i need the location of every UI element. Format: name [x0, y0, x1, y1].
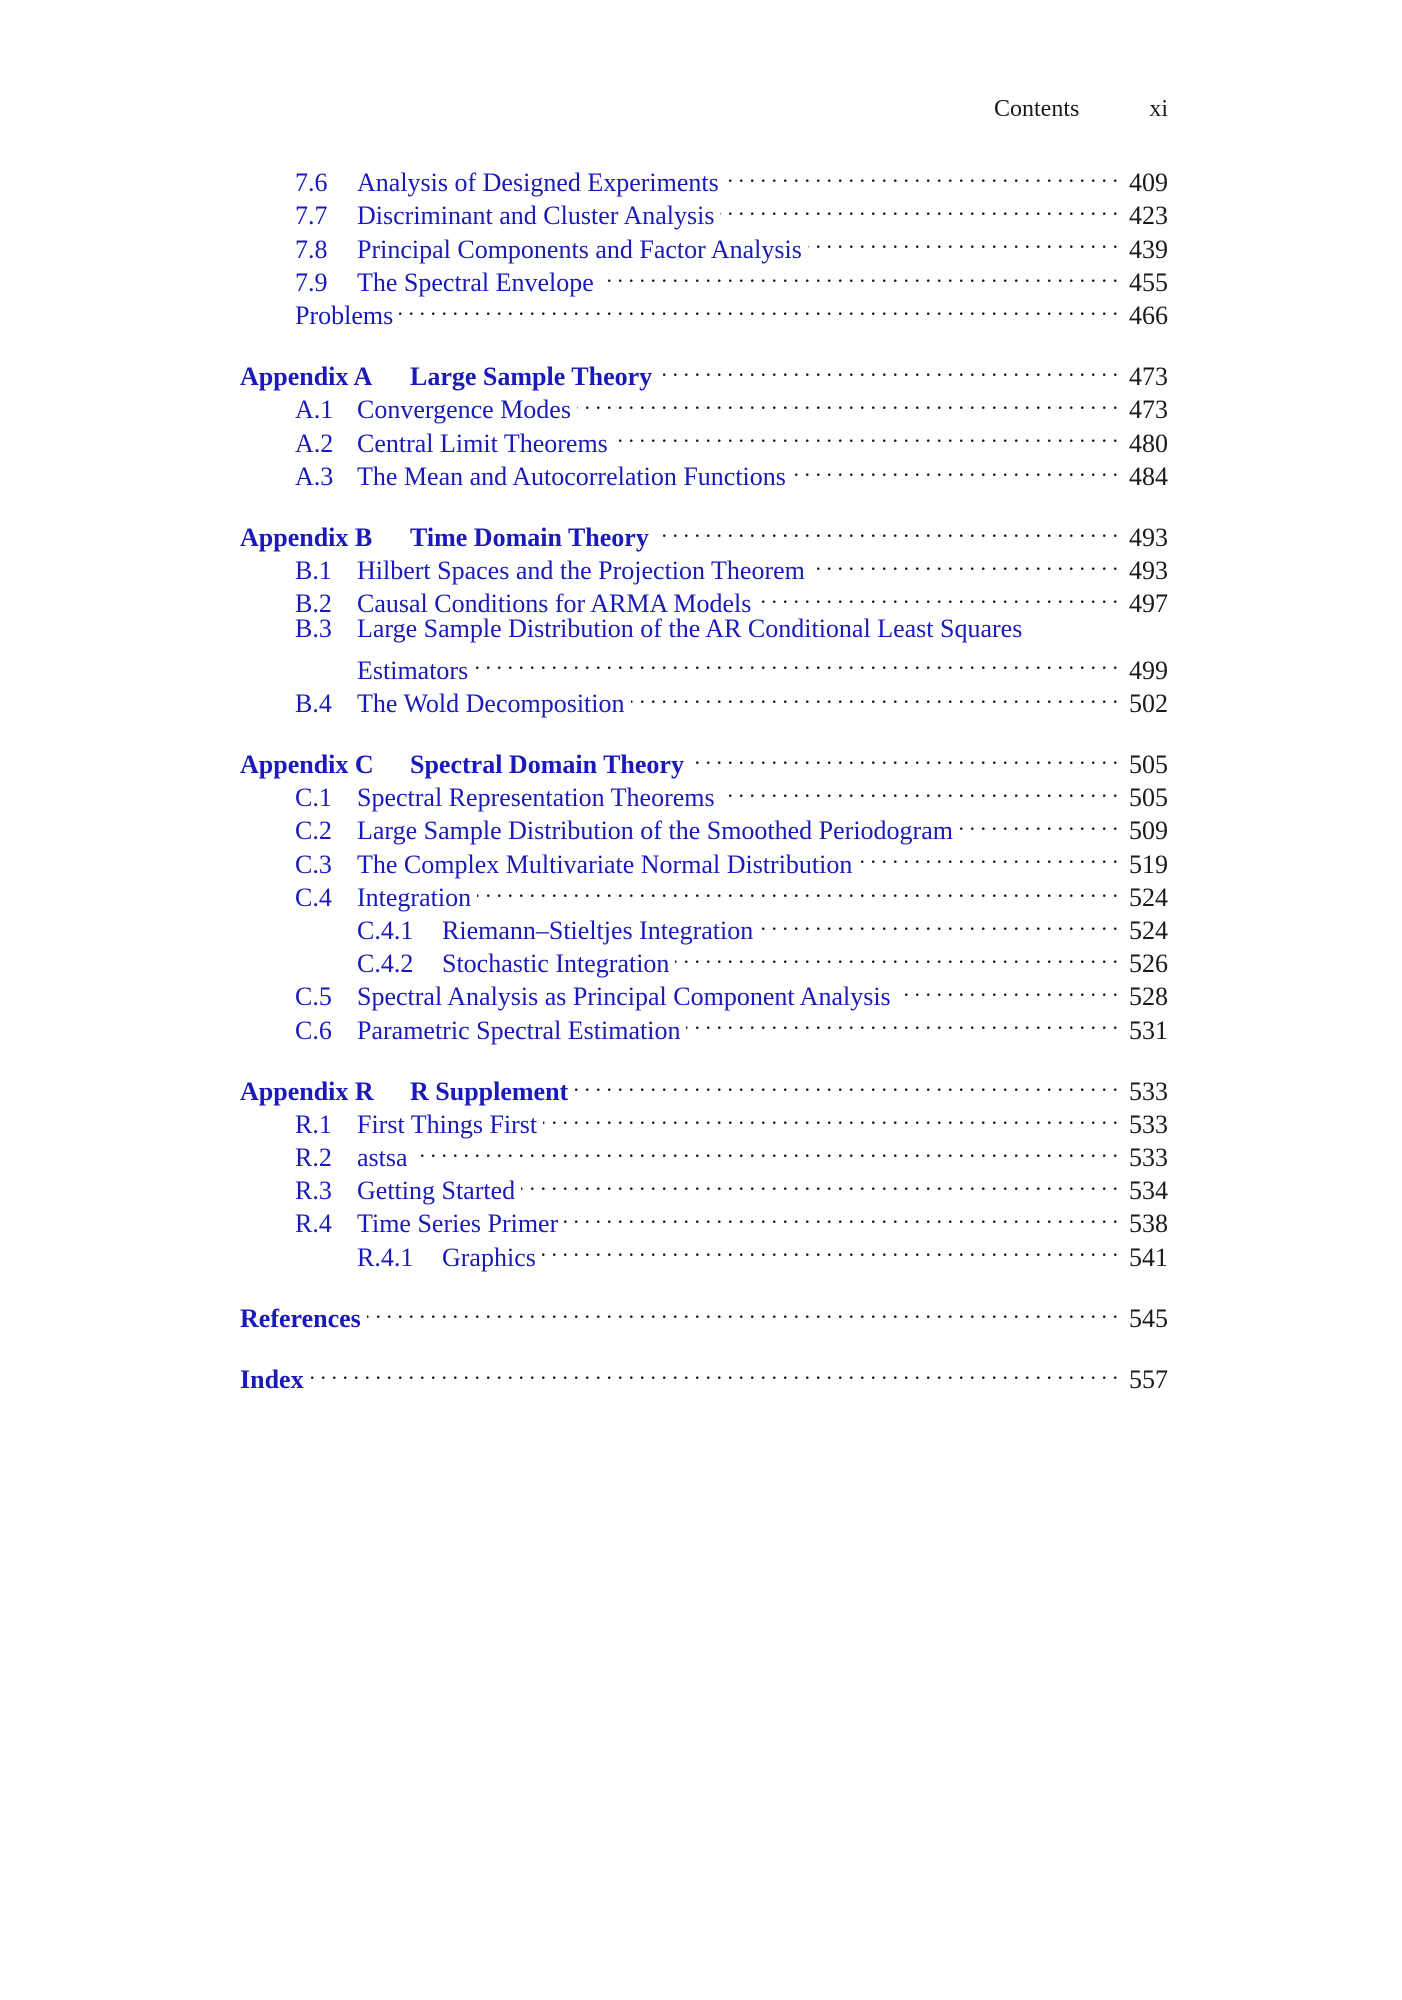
toc-entry-c-5[interactable]	[240, 972, 1168, 1012]
toc-leader-dots	[759, 906, 1118, 939]
toc-entry-number: Appendix A	[240, 362, 373, 392]
table-of-contents	[240, 158, 1168, 1394]
toc-entry-title: Integration	[357, 882, 472, 912]
toc-entry-7-7[interactable]	[240, 191, 1168, 231]
toc-entry-title: Time Series Primer	[357, 1209, 559, 1239]
toc-entry-number: 7.8	[295, 234, 328, 264]
toc-entry-a-1[interactable]	[240, 385, 1168, 425]
toc-entry-title: Hilbert Spaces and the Projection Theorem	[357, 556, 805, 586]
toc-leader-dots	[721, 773, 1118, 806]
toc-entry-number: C.4.2	[357, 949, 414, 979]
toc-entry-number: C.6	[295, 1015, 332, 1045]
toc-entry-page: 497	[1129, 589, 1168, 619]
toc-leader-dots	[521, 1166, 1118, 1199]
toc-entry-title: Large Sample Distribution of the Smoothed Periodogram	[357, 816, 953, 846]
toc-entry-title: Spectral Representation Theorems	[357, 783, 715, 813]
toc-entry-number: A.3	[295, 461, 334, 491]
toc-leader-dots	[655, 513, 1118, 546]
toc-entry-title: Large Sample Theory	[410, 362, 653, 392]
toc-entry-r-1[interactable]	[240, 1100, 1168, 1139]
toc-entry-c-4-2[interactable]	[240, 939, 1168, 979]
toc-entry-problems[interactable]	[240, 291, 1168, 330]
toc-entry-number: B.2	[295, 589, 332, 619]
toc-entry-c-3[interactable]	[240, 839, 1168, 879]
toc-entry-page: 455	[1129, 267, 1168, 297]
toc-entry-title: References	[240, 1303, 361, 1333]
toc-leader-dots	[725, 158, 1118, 191]
toc-leader-dots	[564, 1199, 1118, 1232]
toc-entry-title: Getting Started	[357, 1176, 516, 1206]
toc-entry-title: Spectral Domain Theory	[410, 750, 684, 779]
toc-entry-number: A.1	[295, 395, 334, 425]
toc-entry-b-1[interactable]	[240, 546, 1168, 586]
toc-entry-number: B.4	[295, 688, 332, 718]
toc-entry-page: 509	[1129, 816, 1168, 846]
toc-entry-page: 541	[1129, 1242, 1168, 1272]
toc-entry-title: First Things First	[357, 1109, 538, 1139]
toc-entry-title: Riemann–Stieltjes Integration	[442, 915, 754, 945]
toc-entry-title: Central Limit Theorems	[357, 428, 608, 458]
toc-entry-number: R.3	[295, 1176, 332, 1206]
toc-leader-dots	[542, 1232, 1118, 1265]
toc-entry-page: 533	[1129, 1109, 1168, 1139]
toc-leader-dots	[757, 579, 1118, 612]
toc-entry-number: B.1	[295, 556, 332, 586]
toc-entry-r-2[interactable]	[240, 1133, 1168, 1173]
toc-entry-r-4-1[interactable]	[240, 1232, 1168, 1272]
toc-entry-page: 480	[1129, 428, 1168, 458]
toc-entry-title: astsa	[357, 1143, 408, 1173]
toc-entry-references[interactable]	[240, 1294, 1168, 1333]
toc-entry-title: Problems	[295, 300, 394, 330]
toc-leader-dots	[897, 972, 1118, 1005]
toc-leader-dots	[959, 806, 1118, 839]
toc-entry-appendix-a[interactable]	[240, 352, 1168, 392]
toc-leader-dots	[399, 291, 1118, 324]
toc-entry-number: C.1	[295, 783, 332, 813]
toc-entry-page: 466	[1129, 300, 1168, 330]
toc-entry-number: C.4.1	[357, 915, 414, 945]
toc-entry-c-4-1[interactable]	[240, 906, 1168, 945]
toc-entry-page: 526	[1129, 949, 1168, 979]
toc-entry-title: Discriminant and Cluster Analysis	[357, 201, 715, 231]
toc-entry-b-3[interactable]	[240, 612, 1168, 645]
toc-entry-page: 505	[1129, 783, 1168, 813]
toc-leader-dots	[675, 939, 1118, 972]
toc-entry-number: R.4.1	[357, 1242, 414, 1272]
toc-entry-r-3[interactable]	[240, 1166, 1168, 1206]
toc-entry-number: A.2	[295, 428, 334, 458]
toc-entry-page: 499	[1129, 655, 1168, 685]
toc-entry-page: 502	[1129, 688, 1168, 718]
toc-entry-page: 493	[1129, 556, 1168, 586]
toc-entry-number: 7.7	[295, 201, 328, 231]
toc-entry-b-2[interactable]	[240, 579, 1168, 619]
toc-entry-page: 473	[1129, 395, 1168, 425]
running-head	[994, 96, 1168, 123]
toc-entry-page: 533	[1129, 1143, 1168, 1173]
toc-entry-c-4[interactable]	[240, 873, 1168, 912]
toc-entry-page: 557	[1129, 1365, 1168, 1394]
toc-entry-title: Time Domain Theory	[410, 522, 649, 552]
toc-entry-page: 534	[1129, 1176, 1168, 1206]
toc-entry-number: B.3	[295, 614, 332, 644]
toc-leader-dots	[811, 546, 1118, 579]
toc-entry-page: 473	[1129, 362, 1168, 392]
toc-entry-number: C.5	[295, 982, 332, 1012]
toc-entry-number: Appendix C	[240, 750, 374, 779]
toc-entry-b-3-continued[interactable]	[240, 645, 1168, 685]
toc-entry-c-6[interactable]	[240, 1005, 1168, 1045]
toc-entry-page: 524	[1129, 915, 1168, 945]
toc-entry-title: Large Sample Distribution of the AR Conditional Least Squares	[357, 614, 1023, 644]
toc-leader-dots	[367, 1294, 1118, 1327]
toc-entry-number: R.4	[295, 1209, 332, 1239]
toc-entry-number: C.2	[295, 816, 332, 846]
toc-entry-c-1[interactable]	[240, 773, 1168, 813]
toc-entry-page: 524	[1129, 882, 1168, 912]
toc-leader-dots	[631, 679, 1118, 712]
toc-entry-title: The Spectral Envelope	[357, 267, 594, 297]
toc-leader-dots	[477, 873, 1118, 906]
toc-leader-dots	[474, 645, 1118, 678]
toc-entry-page: 493	[1129, 522, 1168, 552]
toc-entry-title: Analysis of Designed Experiments	[357, 168, 719, 198]
toc-entry-a-3[interactable]	[240, 452, 1168, 491]
toc-entry-c-2[interactable]	[240, 806, 1168, 846]
toc-entry-number: Appendix B	[240, 522, 373, 552]
toc-entry-title: Parametric Spectral Estimation	[357, 1015, 681, 1045]
toc-entry-number: Appendix R	[240, 1076, 374, 1106]
toc-entry-title: The Wold Decomposition	[357, 688, 625, 718]
toc-entry-r-4[interactable]	[240, 1199, 1168, 1239]
toc-entry-title: The Complex Multivariate Normal Distribution	[357, 849, 853, 879]
toc-leader-dots	[858, 839, 1118, 872]
toc-entry-index[interactable]	[240, 1355, 1168, 1394]
toc-leader-dots	[686, 1005, 1118, 1038]
running-head-page-number: xi	[1149, 96, 1168, 122]
toc-entry-a-2[interactable]	[240, 418, 1168, 458]
toc-entry-page: 531	[1129, 1015, 1168, 1045]
toc-leader-dots	[543, 1100, 1118, 1133]
toc-entry-page: 533	[1129, 1076, 1168, 1106]
toc-entry-title: Principal Components and Factor Analysis	[357, 234, 802, 264]
toc-leader-dots	[614, 418, 1118, 451]
toc-entry-number: 7.9	[295, 267, 328, 297]
toc-leader-dots	[792, 452, 1118, 485]
toc-entry-number: 7.6	[295, 168, 328, 198]
toc-entry-page: 519	[1129, 849, 1168, 879]
running-head-title: Contents	[993, 96, 1080, 122]
toc-leader-dots	[690, 740, 1118, 773]
toc-entry-title: Spectral Analysis as Principal Component Analysis	[357, 982, 891, 1012]
toc-entry-title-continued: Estimators	[357, 655, 469, 685]
toc-entry-page: 505	[1129, 750, 1168, 779]
toc-entry-title: R Supplement	[410, 1076, 569, 1106]
toc-leader-dots	[310, 1355, 1118, 1388]
toc-entry-title: Convergence Modes	[357, 395, 571, 425]
toc-entry-number: C.3	[295, 849, 332, 879]
toc-entry-appendix-c[interactable]	[240, 740, 1168, 779]
toc-entry-appendix-r[interactable]	[240, 1067, 1168, 1106]
toc-entry-page: 423	[1129, 201, 1168, 231]
toc-entry-page: 484	[1129, 461, 1168, 491]
toc-entry-7-9[interactable]	[240, 258, 1168, 297]
toc-leader-dots	[577, 385, 1118, 418]
toc-entry-page: 528	[1129, 982, 1168, 1012]
toc-leader-dots	[600, 258, 1118, 291]
toc-leader-dots	[720, 191, 1118, 224]
toc-leader-dots	[808, 224, 1118, 257]
toc-entry-page: 545	[1129, 1303, 1168, 1333]
toc-entry-title: Graphics	[442, 1242, 536, 1272]
toc-entry-title: The Mean and Autocorrelation Functions	[357, 461, 786, 491]
toc-entry-page: 538	[1129, 1209, 1168, 1239]
toc-entry-page: 409	[1129, 168, 1168, 198]
toc-entry-title: Stochastic Integration	[442, 949, 670, 979]
toc-entry-number: R.1	[295, 1109, 332, 1139]
toc-entry-page: 439	[1129, 234, 1168, 264]
toc-entry-appendix-b[interactable]	[240, 513, 1168, 552]
toc-entry-title: Index	[240, 1365, 304, 1394]
toc-leader-dots	[414, 1133, 1118, 1166]
toc-entry-7-8[interactable]	[240, 224, 1168, 264]
toc-entry-b-4[interactable]	[240, 679, 1168, 718]
toc-entry-number: C.4	[295, 882, 332, 912]
toc-entry-7-6[interactable]	[240, 158, 1168, 198]
toc-leader-dots	[574, 1067, 1118, 1100]
toc-leader-dots	[658, 352, 1118, 385]
toc-entry-number: R.2	[295, 1143, 332, 1173]
toc-entry-title: Causal Conditions for ARMA Models	[357, 589, 752, 619]
